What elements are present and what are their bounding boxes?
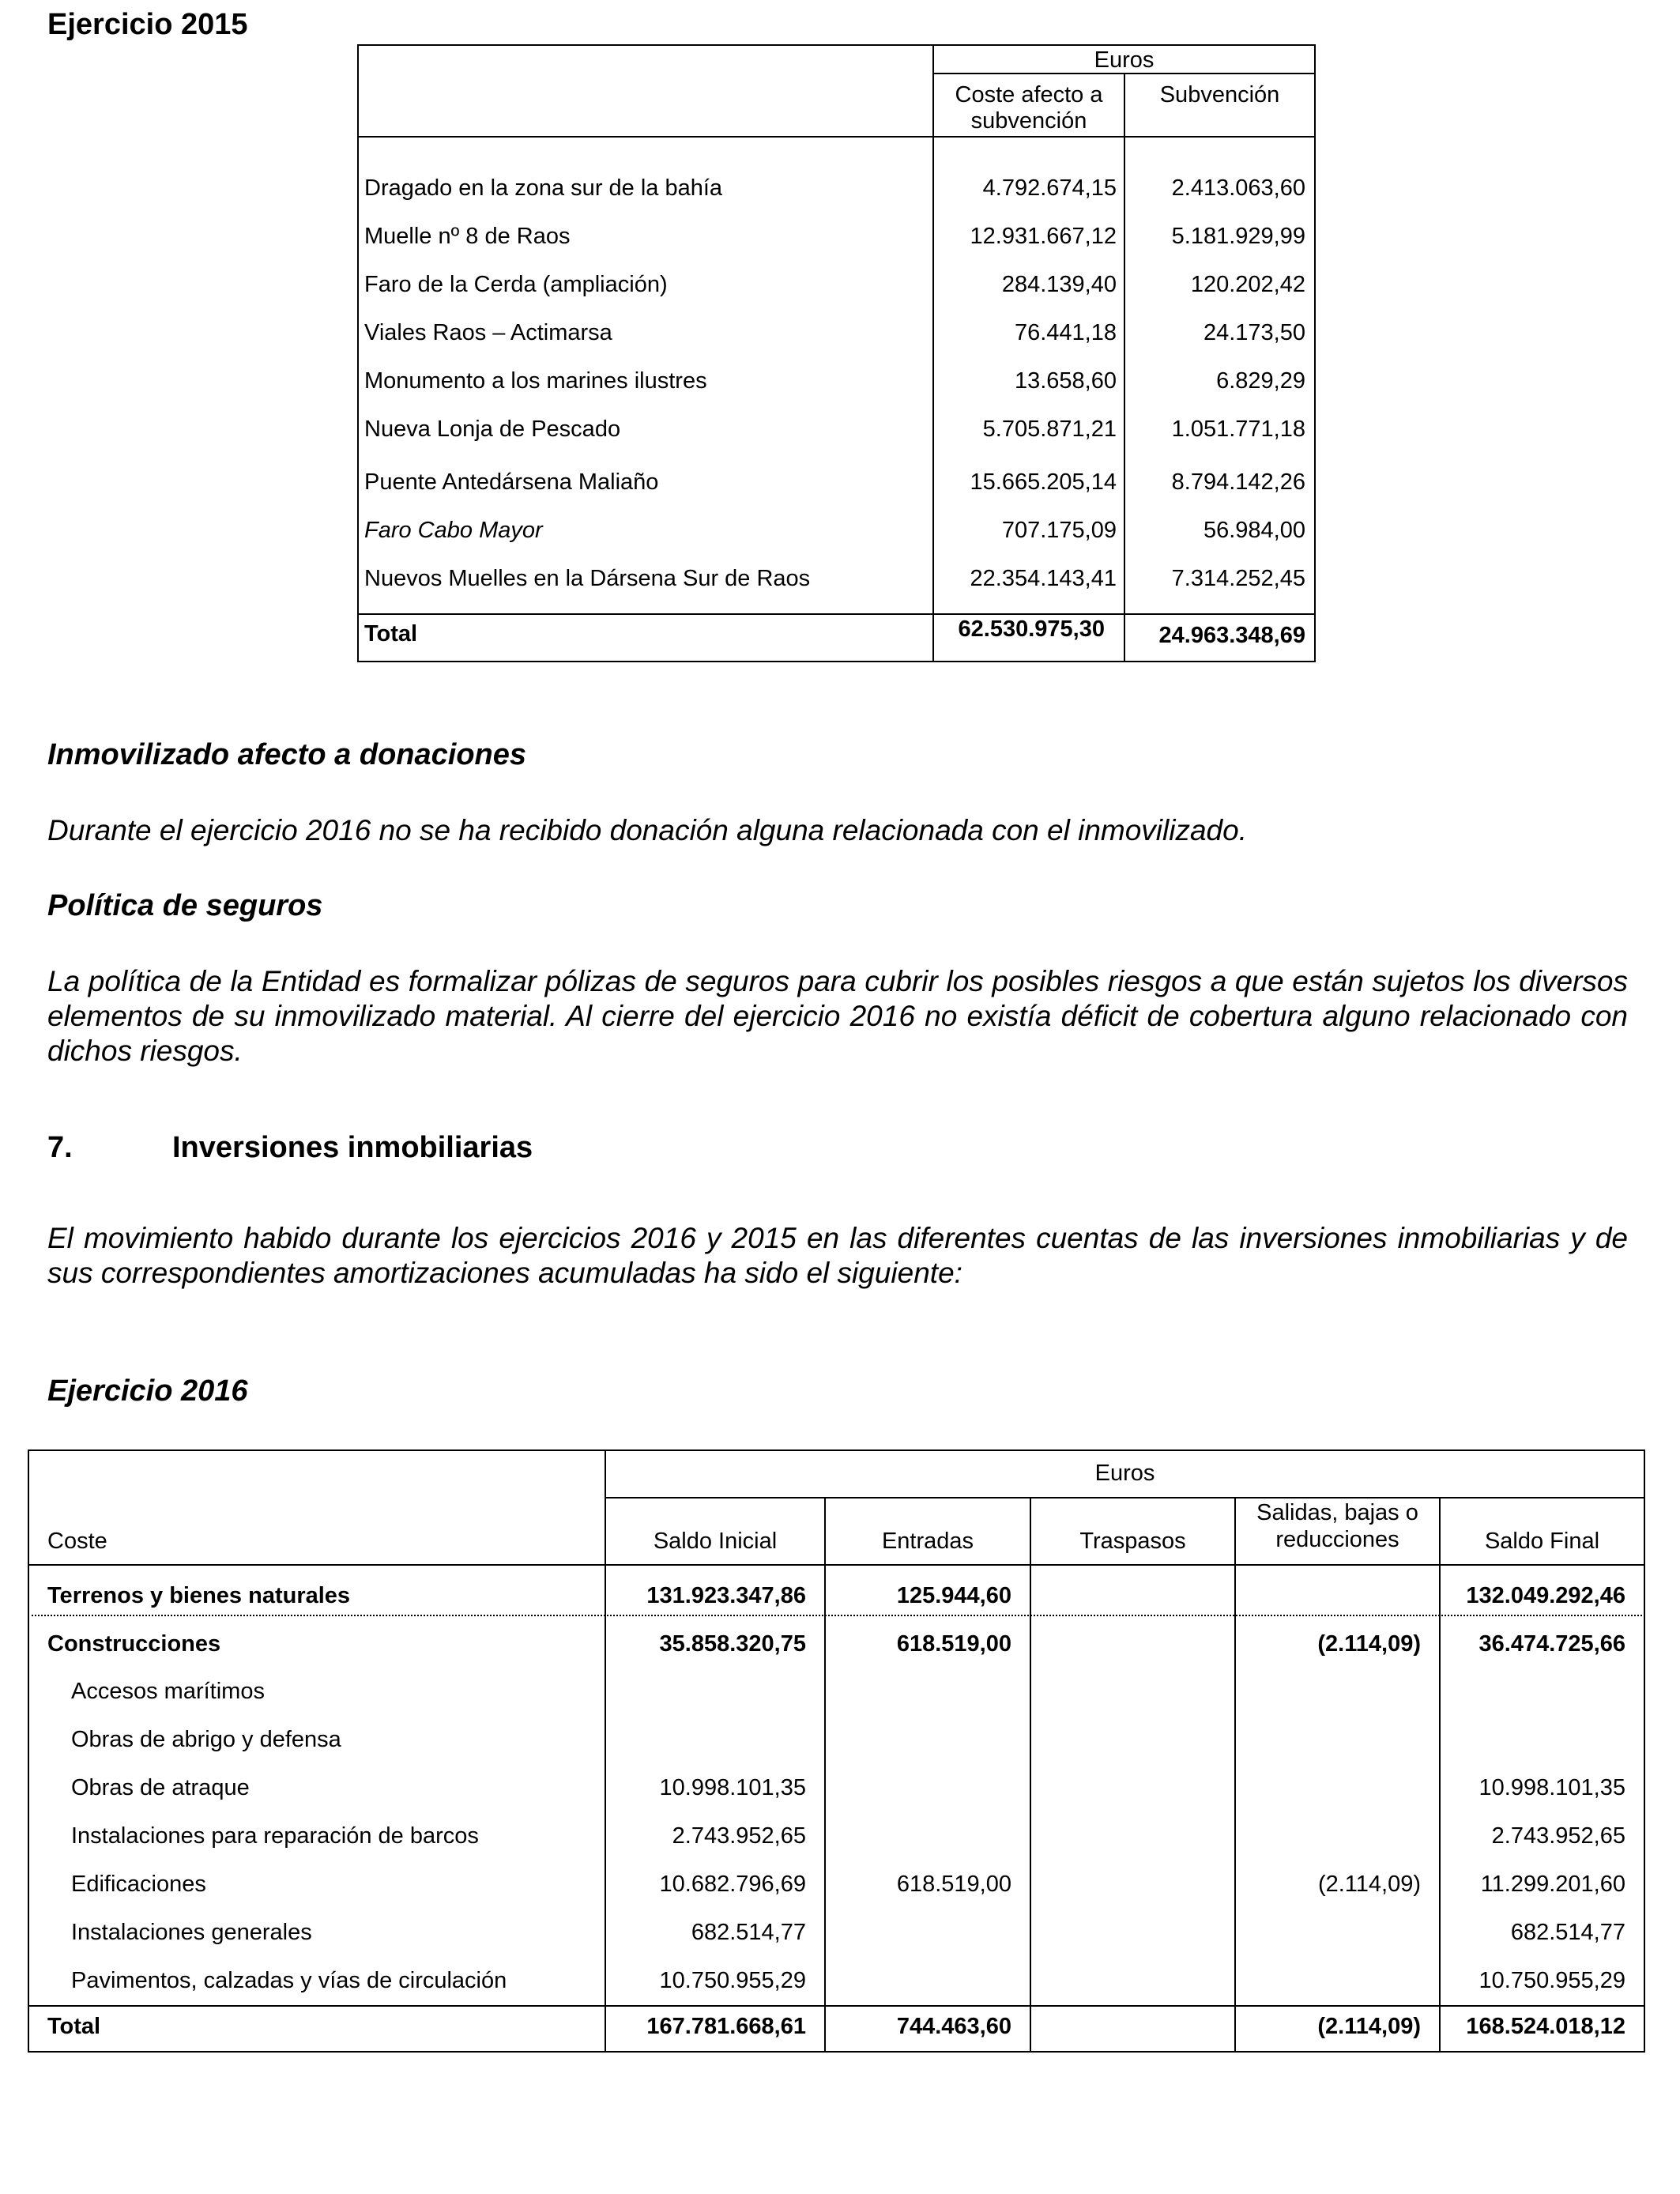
table1-row-subvencion: 8.794.142,26 — [1171, 469, 1305, 495]
table1-row-subvencion: 6.829,29 — [1216, 368, 1305, 394]
table2-total-salidas: (2.114,09) — [1317, 2014, 1421, 2039]
table1-row-subvencion: 7.314.252,45 — [1171, 566, 1305, 591]
table2-header-saldo-inicial: Saldo Inicial — [653, 1529, 778, 1554]
table2-cell-saldo-final: 132.049.292,46 — [1466, 1583, 1625, 1608]
table2-cell-saldo-final: 10.998.101,35 — [1478, 1775, 1625, 1800]
table1-row-coste: 4.792.674,15 — [982, 175, 1117, 201]
table2-cell-entradas: 618.519,00 — [896, 1872, 1011, 1897]
table1-row-label: Nueva Lonja de Pescado — [364, 417, 621, 442]
section7-title: Inversiones inmobiliarias — [172, 1131, 533, 1164]
table2-row-label: Edificaciones — [71, 1872, 206, 1897]
section7-number: 7. — [47, 1131, 73, 1164]
table1-header-subvencion: Subvención — [1159, 82, 1280, 107]
table2-cell-saldo-final: 682.514,77 — [1510, 1920, 1625, 1945]
table1-row-coste: 5.705.871,21 — [982, 417, 1117, 442]
section7-paragraph: El movimiento habido durante los ejercicios 2016 y 2015 en las diferentes cuentas de las inversiones inmobiliarias y de sus correspondientes amortizaciones acumuladas ha sido el siguiente: — [47, 1222, 1628, 1289]
table2-header-coste: Coste — [47, 1529, 107, 1554]
table2-cell-saldo-inicial: 10.682.796,69 — [659, 1872, 806, 1897]
table2-total-label: Total — [47, 2014, 101, 2039]
table1-row-subvencion: 120.202,42 — [1190, 272, 1305, 297]
table2-row-label: Terrenos y bienes naturales — [47, 1583, 351, 1608]
table2-cell-entradas: 125.944,60 — [896, 1583, 1011, 1608]
table1-row-label: Monumento a los marines ilustres — [364, 368, 707, 394]
table1-header-coste: Coste afecto a subvención — [955, 82, 1103, 134]
table2-cell-saldo-inicial: 682.514,77 — [691, 1920, 806, 1945]
section-title-2015: Ejercicio 2015 — [47, 8, 248, 41]
table2-header-salidas: Salidas, bajas o reducciones — [1256, 1500, 1418, 1552]
table2-row-label: Pavimentos, calzadas y vías de circulación — [71, 1968, 507, 1993]
table2-row-label: Obras de abrigo y defensa — [71, 1727, 341, 1752]
table1-row-subvencion: 5.181.929,99 — [1171, 224, 1305, 249]
table2-cell-entradas: 618.519,00 — [896, 1631, 1011, 1657]
donaciones-heading: Inmovilizado afecto a donaciones — [47, 738, 527, 771]
table1-row-label: Faro de la Cerda (ampliación) — [364, 272, 668, 297]
table2-cell-saldo-inicial: 10.750.955,29 — [659, 1968, 806, 1993]
table1-row-coste: 22.354.143,41 — [970, 566, 1117, 591]
table2-cell-saldo-inicial: 10.998.101,35 — [659, 1775, 806, 1800]
table2-cell-saldo-inicial: 2.743.952,65 — [672, 1823, 806, 1849]
table2-row-label: Instalaciones para reparación de barcos — [71, 1823, 479, 1849]
table2-cell-salidas: (2.114,09) — [1317, 1631, 1421, 1657]
table1-row-coste: 284.139,40 — [1001, 272, 1117, 297]
section-title-2016: Ejercicio 2016 — [47, 1374, 248, 1408]
table1-row-label: Puente Antedársena Maliaño — [364, 469, 659, 495]
table1-row-label: Viales Raos – Actimarsa — [364, 320, 612, 345]
table2-cell-saldo-inicial: 35.858.320,75 — [659, 1631, 806, 1657]
table2-total-saldo-inicial: 167.781.668,61 — [646, 2014, 806, 2039]
table2-cell-salidas: (2.114,09) — [1317, 1872, 1421, 1897]
table2-cell-saldo-final: 36.474.725,66 — [1478, 1631, 1625, 1657]
table1-total-label: Total — [364, 621, 418, 647]
seguros-paragraph: La política de la Entidad es formalizar pólizas de seguros para cubrir los posibles riesgos a que están sujetos los diversos elementos de su inmovilizado material. Al cierre del ejercicio 2016 no existía déficit de cobertura alguno relacionado con dichos riesgos. — [47, 965, 1628, 1067]
table1-row-label: Faro Cabo Mayor — [364, 518, 543, 543]
table1-row-subvencion: 24.173,50 — [1203, 320, 1305, 345]
table2-row-label: Instalaciones generales — [71, 1920, 312, 1945]
table2-total-saldo-final: 168.524.018,12 — [1466, 2014, 1625, 2039]
table1-row-label: Muelle nº 8 de Raos — [364, 224, 571, 249]
table2-header-saldo-final: Saldo Final — [1484, 1529, 1600, 1554]
table2-row-label: Accesos marítimos — [71, 1679, 265, 1704]
table1-total-coste: 62.530.975,30 — [958, 616, 1105, 642]
table1-row-subvencion: 2.413.063,60 — [1171, 175, 1305, 201]
table1-row-coste: 15.665.205,14 — [970, 469, 1117, 495]
donaciones-paragraph: Durante el ejercicio 2016 no se ha recibido donación alguna relacionada con el inmovilizado. — [47, 814, 1247, 846]
table1-row-subvencion: 1.051.771,18 — [1171, 417, 1305, 442]
table2-group-header: Euros — [1094, 1461, 1155, 1486]
table1-row-coste: 13.658,60 — [1014, 368, 1117, 394]
table2-cell-saldo-inicial: 131.923.347,86 — [646, 1583, 806, 1608]
table2-cell-saldo-final: 11.299.201,60 — [1480, 1872, 1625, 1897]
table1-row-label: Dragado en la zona sur de la bahía — [364, 175, 723, 201]
table1-group-header: Euros — [1094, 47, 1155, 73]
table2-cell-saldo-final: 2.743.952,65 — [1491, 1823, 1625, 1849]
table1-row-subvencion: 56.984,00 — [1203, 518, 1305, 543]
table1-total-subvencion: 24.963.348,69 — [1158, 623, 1305, 648]
table1-row-coste: 707.175,09 — [1001, 518, 1117, 543]
table2-row-label: Obras de atraque — [71, 1775, 250, 1800]
table2-row-label: Construcciones — [47, 1631, 221, 1657]
table2-header-entradas: Entradas — [881, 1529, 974, 1554]
table1-row-coste: 76.441,18 — [1014, 320, 1117, 345]
table1-row-coste: 12.931.667,12 — [970, 224, 1117, 249]
seguros-heading: Política de seguros — [47, 889, 323, 922]
table2-header-traspasos: Traspasos — [1079, 1529, 1186, 1554]
table1-row-label: Nuevos Muelles en la Dársena Sur de Raos — [364, 566, 811, 591]
table2-total-entradas: 744.463,60 — [896, 2014, 1011, 2039]
table2-cell-saldo-final: 10.750.955,29 — [1478, 1968, 1625, 1993]
